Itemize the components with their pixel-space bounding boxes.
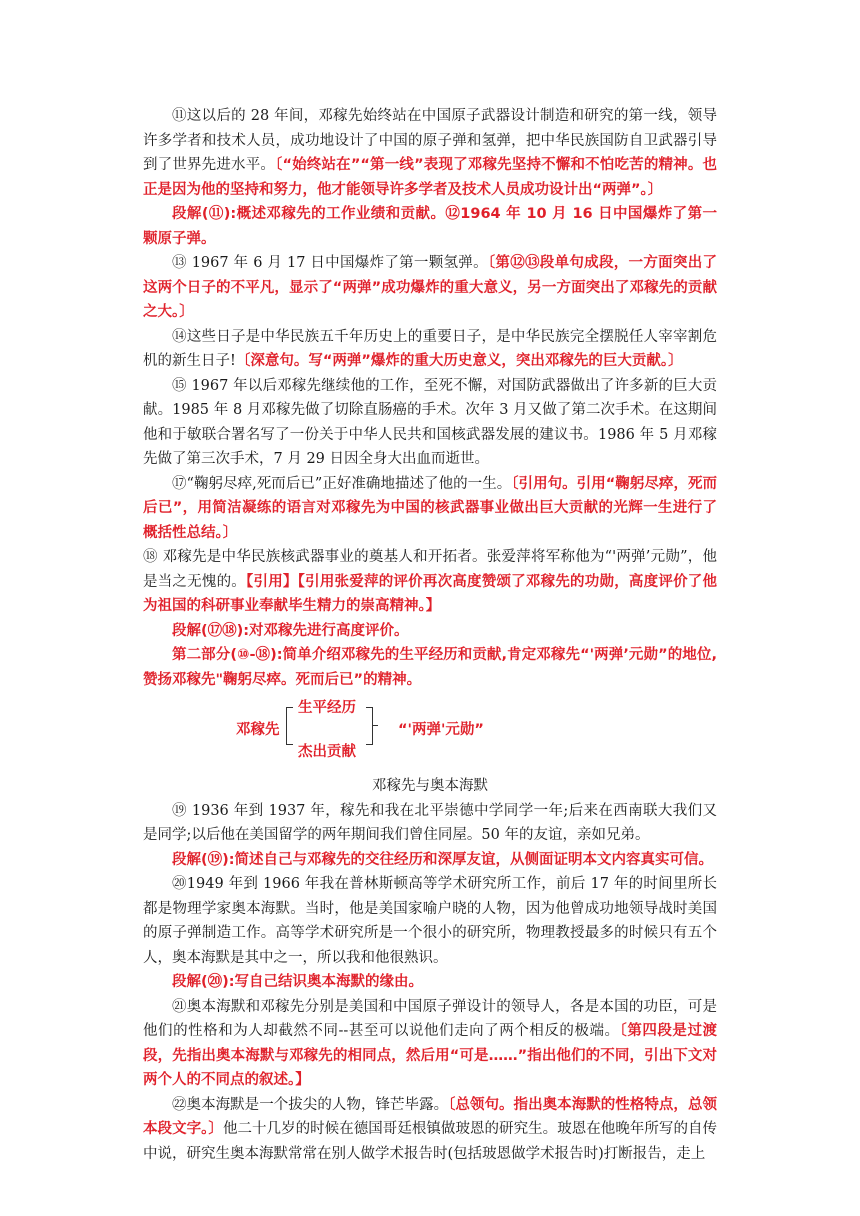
right-brace <box>366 707 373 745</box>
paragraph-14 <box>143 325 717 374</box>
paragraph-20-summary: 段解(⑳):写自己结识奥本海默的缘由。 <box>172 974 424 990</box>
body-text: ⑬ 1967 年 6 月 17 日中国爆炸了第一颗氢弹。 <box>172 255 488 271</box>
paragraph-13 <box>143 251 717 325</box>
annotation: 〔第⑫⑬段单句成段，一方面突出了这两个日子的不平凡，显示了“两弹”成功爆炸的重大意义，另一方面突出了邓稼先的贡献之大。〕 <box>143 255 718 320</box>
section-title: 邓稼先与奥本海默 <box>372 778 488 794</box>
annotation: 〔第四段是过渡段，先指出奥本海默与邓稼先的相同点，然后用“可是……”指出他们的不同，引出下文对两个人的不同点的叙述。】 <box>143 1023 718 1088</box>
paragraph-20: ⑳1949 年到 1966 年我在普林斯顿高等学术研究所工作，前后 17 年的时间里所长都是物理学家奥本海默。当时，他是美国家喻户晓的人物，因为他曾成功地领导战时美国的原子弹制造工作。高等学术研究所是一个很小的研究所，物理教授最多的时候只有五个人，奥本海默是其中之一，所以我和他很熟识。 <box>143 876 717 966</box>
paragraph-17-18-summary: 段解(⑰⑱):对邓稼先进行高度评价。 <box>172 622 409 639</box>
paragraph-17 <box>143 472 717 546</box>
paragraph-22 <box>143 1093 717 1167</box>
paragraph-18 <box>143 545 717 619</box>
body-text: ⑪这以后的 28 年间，邓稼先始终站在中国原子武器设计制造和研究的第一线，领导许多学者和技术人员，成功地设计了中国的原子弹和氢弹，把中华民族国防自卫武器引导到了世界先进水平。 <box>143 108 717 173</box>
document-body <box>143 104 717 1166</box>
diagram-result: “'两弹'元勋” <box>398 722 484 738</box>
annotation: 〔总领句。指出奥本海默的性格特点，总领本段文字。〕 <box>143 1096 717 1137</box>
body-text: ⑱ 邓稼先是中华民族核武器事业的奠基人和开拓者。张爱萍将军称他为“'两弹’元勋”，他是当之无愧的。 <box>143 549 717 590</box>
paragraph-11 <box>143 104 717 202</box>
left-brace <box>286 707 293 745</box>
annotation: 【引用】【引用张爱萍的评价再次高度赞颂了邓稼先的功勋，高度评价了他为祖国的科研事业奉献毕生精力的崇高精神。】 <box>143 573 718 614</box>
body-text: ㉒奥本海默是一个拔尖的人物，锋芒毕露。 <box>172 1096 449 1113</box>
annotation: 〔“始终站在”“第一线”表现了邓稼先坚持不懈和不怕吃苦的精神。也正是因为他的坚持和努力，他才能领导许多学者及技术人员成功设计出“两弹”。〕 <box>143 157 717 198</box>
body-text: ㉑奥本海默和邓稼先分别是美国和中国原子弹设计的领导人，各是本国的功臣，可是他们的性格和为人却截然不同--甚至可以说他们走向了两个相反的极端。 <box>143 998 717 1039</box>
diagram-root: 邓稼先 <box>236 722 280 738</box>
paragraph-21 <box>143 995 717 1093</box>
annotation: 〔引用句。引用“鞠躬尽瘁，死而后已”，用简洁凝练的语言对邓稼先为中国的核武器事业做出巨大贡献的光辉一生进行了概括性总结。〕 <box>143 475 718 541</box>
body-text: ⑰“鞠躬尽瘁,死而后已”正好准确地描述了他的一生。 <box>172 475 512 492</box>
body-text: 他二十几岁的时候在德国哥廷根镇做玻恩的研究生。玻恩在他晚年所写的自传中说，研究生奥本海默常常在别人做学术报告时(包括玻恩做学术报告时)打断报告，走上 <box>143 1121 718 1162</box>
body-text: ⑭这些日子是中华民族五千年历史上的重要日子，是中华民族完全摆脱任人宰宰割危机的新生日子! <box>143 328 717 369</box>
paragraph-19-summary: 段解(⑲):简述自己与邓稼先的交往经历和深厚友谊，从侧面证明本文内容真实可信。 <box>172 851 714 868</box>
part-two-summary: 第二部分(⑩-⑱):简单介绍邓稼先的生平经历和贡献,肯定邓稼先“'两弹’元勋”的地位,赞扬邓稼先"鞠躬尽瘁。死而后已”的精神。 <box>143 647 717 688</box>
paragraph-11-summary: 段解(⑪):概述邓稼先的工作业绩和贡献。⑫1964 年 10 月 16 日中国爆炸了第一颗原子弹。 <box>143 206 717 247</box>
diagram-branch-bottom: 杰出贡献 <box>298 744 356 760</box>
brace-tip <box>372 725 378 726</box>
annotation: 〔深意句。写“两弹”爆炸的重大历史意义，突出邓稼先的巨大贡献。〕 <box>235 353 683 369</box>
paragraph-15: ⑮ 1967 年以后邓稼先继续他的工作，至死不懈，对国防武器做出了许多新的巨大贡献。1985 年 8 月邓稼先做了切除直肠癌的手术。次年 3 月又做了第二次手术。在这期间他和于敏联合署名写了一份关于中华人民共和国核武器发展的建议书。1986 年 5 月邓稼先做了第三次手术，7 月 29 日因全身大出血而逝世。 <box>143 377 717 467</box>
paragraph-19: ⑲ 1936 年到 1937 年，稼先和我在北平崇德中学同学一年;后来在西南联大我们又是同学;以后他在美国留学的两年期间我们曾住同屋。50 年的友谊，亲如兄弟。 <box>143 802 717 843</box>
diagram-branch-top: 生平经历 <box>298 700 356 716</box>
structure-diagram <box>143 694 717 764</box>
